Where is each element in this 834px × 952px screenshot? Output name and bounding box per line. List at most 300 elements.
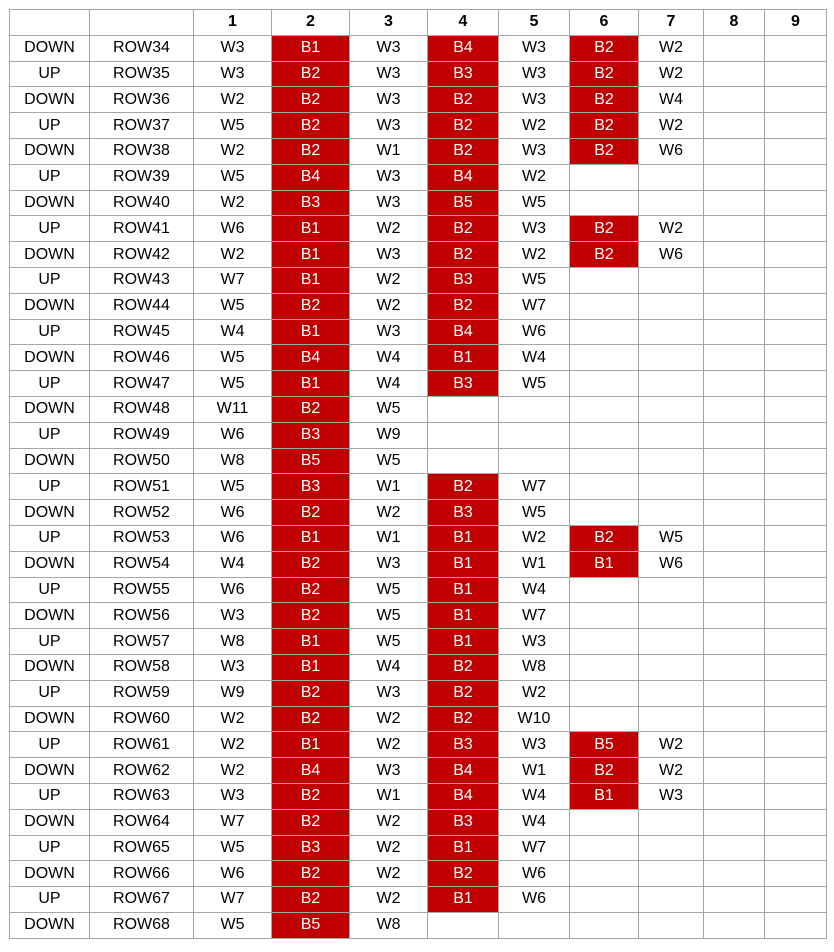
white-stitch-cell: W2 [350,216,428,242]
empty-cell [499,396,570,422]
column-header-7: 7 [639,10,704,36]
empty-cell [570,293,639,319]
empty-cell [704,474,765,500]
table-row [10,654,827,680]
header-blank-cell [90,10,194,36]
black-stitch-cell: B2 [272,577,350,603]
white-stitch-cell: W5 [194,835,272,861]
empty-cell [704,422,765,448]
table-row [10,345,827,371]
direction-cell: UP [10,61,90,87]
empty-cell [704,216,765,242]
empty-cell [570,474,639,500]
empty-cell [765,61,827,87]
direction-cell: DOWN [10,654,90,680]
empty-cell [570,396,639,422]
black-stitch-cell: B2 [272,887,350,913]
direction-cell: DOWN [10,293,90,319]
white-stitch-cell: W3 [499,732,570,758]
empty-cell [639,448,704,474]
empty-cell [428,912,499,938]
empty-cell [765,887,827,913]
white-stitch-cell: W3 [350,680,428,706]
white-stitch-cell: W6 [194,577,272,603]
black-stitch-cell: B1 [272,732,350,758]
white-stitch-cell: W8 [499,654,570,680]
white-stitch-cell: W2 [639,35,704,61]
white-stitch-cell: W2 [350,500,428,526]
black-stitch-cell: B2 [428,242,499,268]
empty-cell [428,422,499,448]
white-stitch-cell: W3 [350,61,428,87]
white-stitch-cell: W3 [194,654,272,680]
column-header-3: 3 [350,10,428,36]
direction-cell: UP [10,732,90,758]
black-stitch-cell: B2 [428,216,499,242]
black-stitch-cell: B5 [272,912,350,938]
table-row [10,396,827,422]
black-stitch-cell: B2 [272,783,350,809]
table-row [10,500,827,526]
empty-cell [765,680,827,706]
white-stitch-cell: W2 [194,732,272,758]
table-row [10,835,827,861]
table-row [10,113,827,139]
white-stitch-cell: W6 [639,551,704,577]
table-row [10,577,827,603]
white-stitch-cell: W7 [499,474,570,500]
row-label-cell: ROW35 [90,61,194,87]
empty-cell [704,861,765,887]
empty-cell [765,525,827,551]
black-stitch-cell: B4 [428,319,499,345]
black-stitch-cell: B2 [570,113,639,139]
empty-cell [765,345,827,371]
table-row [10,61,827,87]
empty-cell [765,216,827,242]
empty-cell [499,422,570,448]
empty-cell [765,164,827,190]
empty-cell [570,835,639,861]
row-label-cell: ROW67 [90,887,194,913]
table-row [10,242,827,268]
empty-cell [570,706,639,732]
white-stitch-cell: W2 [350,835,428,861]
black-stitch-cell: B2 [272,809,350,835]
empty-cell [639,474,704,500]
direction-cell: DOWN [10,345,90,371]
empty-cell [570,680,639,706]
white-stitch-cell: W3 [499,138,570,164]
column-header-6: 6 [570,10,639,36]
row-label-cell: ROW46 [90,345,194,371]
row-label-cell: ROW53 [90,525,194,551]
white-stitch-cell: W4 [350,371,428,397]
empty-cell [428,396,499,422]
empty-cell [704,603,765,629]
column-header-1: 1 [194,10,272,36]
black-stitch-cell: B1 [428,629,499,655]
direction-cell: DOWN [10,500,90,526]
empty-cell [428,448,499,474]
row-label-cell: ROW60 [90,706,194,732]
black-stitch-cell: B2 [570,216,639,242]
row-label-cell: ROW45 [90,319,194,345]
empty-cell [570,422,639,448]
empty-cell [765,474,827,500]
black-stitch-cell: B2 [570,525,639,551]
white-stitch-cell: W5 [194,912,272,938]
empty-cell [639,629,704,655]
black-stitch-cell: B2 [570,758,639,784]
empty-cell [765,190,827,216]
empty-cell [765,448,827,474]
column-header-8: 8 [704,10,765,36]
empty-cell [765,706,827,732]
black-stitch-cell: B2 [272,706,350,732]
row-label-cell: ROW59 [90,680,194,706]
table-row [10,706,827,732]
direction-cell: UP [10,680,90,706]
empty-cell [704,293,765,319]
direction-cell: UP [10,216,90,242]
black-stitch-cell: B4 [428,164,499,190]
empty-cell [704,113,765,139]
empty-cell [765,319,827,345]
row-label-cell: ROW47 [90,371,194,397]
white-stitch-cell: W3 [350,242,428,268]
table-row [10,267,827,293]
white-stitch-cell: W2 [499,164,570,190]
black-stitch-cell: B4 [428,783,499,809]
white-stitch-cell: W2 [499,525,570,551]
empty-cell [765,912,827,938]
empty-cell [704,164,765,190]
white-stitch-cell: W7 [499,603,570,629]
white-stitch-cell: W2 [639,732,704,758]
black-stitch-cell: B2 [570,138,639,164]
empty-cell [704,835,765,861]
black-stitch-cell: B2 [428,87,499,113]
empty-cell [570,190,639,216]
direction-cell: DOWN [10,87,90,113]
black-stitch-cell: B1 [272,629,350,655]
row-label-cell: ROW56 [90,603,194,629]
direction-cell: DOWN [10,912,90,938]
empty-cell [765,758,827,784]
table-row [10,525,827,551]
empty-cell [704,138,765,164]
empty-cell [704,551,765,577]
white-stitch-cell: W9 [350,422,428,448]
black-stitch-cell: B1 [570,783,639,809]
white-stitch-cell: W10 [499,706,570,732]
white-stitch-cell: W2 [639,758,704,784]
empty-cell [570,809,639,835]
direction-cell: UP [10,319,90,345]
white-stitch-cell: W2 [499,113,570,139]
black-stitch-cell: B2 [428,861,499,887]
empty-cell [765,293,827,319]
white-stitch-cell: W5 [499,267,570,293]
white-stitch-cell: W5 [194,371,272,397]
empty-cell [765,35,827,61]
black-stitch-cell: B2 [272,396,350,422]
white-stitch-cell: W6 [194,216,272,242]
empty-cell [639,371,704,397]
white-stitch-cell: W2 [639,113,704,139]
black-stitch-cell: B2 [428,293,499,319]
direction-cell: UP [10,113,90,139]
black-stitch-cell: B4 [272,345,350,371]
direction-cell: DOWN [10,603,90,629]
white-stitch-cell: W1 [499,551,570,577]
empty-cell [704,61,765,87]
black-stitch-cell: B4 [272,164,350,190]
direction-cell: DOWN [10,551,90,577]
white-stitch-cell: W5 [499,500,570,526]
row-label-cell: ROW37 [90,113,194,139]
black-stitch-cell: B3 [428,809,499,835]
row-label-cell: ROW42 [90,242,194,268]
empty-cell [765,783,827,809]
black-stitch-cell: B1 [428,835,499,861]
empty-cell [499,912,570,938]
column-header-2: 2 [272,10,350,36]
black-stitch-cell: B5 [272,448,350,474]
empty-cell [765,371,827,397]
white-stitch-cell: W1 [499,758,570,784]
white-stitch-cell: W6 [499,861,570,887]
table-row [10,732,827,758]
row-label-cell: ROW43 [90,267,194,293]
white-stitch-cell: W3 [350,164,428,190]
black-stitch-cell: B1 [428,345,499,371]
white-stitch-cell: W3 [350,551,428,577]
empty-cell [570,887,639,913]
table-row [10,35,827,61]
white-stitch-cell: W6 [194,422,272,448]
header-row [10,10,827,36]
column-header-4: 4 [428,10,499,36]
row-label-cell: ROW54 [90,551,194,577]
direction-cell: UP [10,887,90,913]
row-label-cell: ROW62 [90,758,194,784]
direction-cell: DOWN [10,190,90,216]
empty-cell [570,500,639,526]
direction-cell: DOWN [10,448,90,474]
empty-cell [704,242,765,268]
black-stitch-cell: B2 [428,654,499,680]
table-row [10,448,827,474]
black-stitch-cell: B4 [428,35,499,61]
empty-cell [570,654,639,680]
column-header-9: 9 [765,10,827,36]
white-stitch-cell: W7 [499,293,570,319]
white-stitch-cell: W6 [639,138,704,164]
empty-cell [639,835,704,861]
row-label-cell: ROW41 [90,216,194,242]
empty-cell [639,887,704,913]
empty-cell [765,577,827,603]
black-stitch-cell: B3 [272,835,350,861]
empty-cell [639,293,704,319]
row-label-cell: ROW40 [90,190,194,216]
black-stitch-cell: B1 [428,525,499,551]
empty-cell [704,448,765,474]
white-stitch-cell: W3 [350,35,428,61]
black-stitch-cell: B1 [272,216,350,242]
black-stitch-cell: B2 [570,242,639,268]
white-stitch-cell: W2 [194,706,272,732]
black-stitch-cell: B2 [272,138,350,164]
row-label-cell: ROW39 [90,164,194,190]
empty-cell [639,706,704,732]
white-stitch-cell: W3 [350,758,428,784]
black-stitch-cell: B1 [570,551,639,577]
white-stitch-cell: W4 [639,87,704,113]
row-label-cell: ROW34 [90,35,194,61]
empty-cell [765,242,827,268]
empty-cell [570,345,639,371]
empty-cell [765,422,827,448]
black-stitch-cell: B2 [570,61,639,87]
empty-cell [765,861,827,887]
empty-cell [704,706,765,732]
empty-cell [704,783,765,809]
white-stitch-cell: W3 [499,61,570,87]
column-header-5: 5 [499,10,570,36]
table-row [10,861,827,887]
white-stitch-cell: W6 [499,319,570,345]
empty-cell [704,500,765,526]
empty-cell [570,861,639,887]
table-row [10,551,827,577]
white-stitch-cell: W1 [350,138,428,164]
black-stitch-cell: B3 [272,190,350,216]
white-stitch-cell: W3 [194,35,272,61]
empty-cell [570,164,639,190]
empty-cell [704,35,765,61]
white-stitch-cell: W5 [499,190,570,216]
white-stitch-cell: W2 [194,138,272,164]
empty-cell [570,319,639,345]
white-stitch-cell: W3 [194,783,272,809]
table-row [10,887,827,913]
pattern-table [9,9,827,939]
table-row [10,680,827,706]
empty-cell [704,319,765,345]
empty-cell [704,345,765,371]
empty-cell [704,190,765,216]
white-stitch-cell: W1 [350,525,428,551]
table-row [10,293,827,319]
empty-cell [499,448,570,474]
table-row [10,87,827,113]
black-stitch-cell: B3 [272,422,350,448]
white-stitch-cell: W5 [350,577,428,603]
empty-cell [570,912,639,938]
empty-cell [765,500,827,526]
white-stitch-cell: W3 [639,783,704,809]
black-stitch-cell: B4 [428,758,499,784]
empty-cell [639,603,704,629]
direction-cell: UP [10,577,90,603]
empty-cell [704,654,765,680]
empty-cell [765,396,827,422]
white-stitch-cell: W4 [350,654,428,680]
direction-cell: UP [10,267,90,293]
direction-cell: DOWN [10,809,90,835]
row-label-cell: ROW65 [90,835,194,861]
empty-cell [639,164,704,190]
empty-cell [639,654,704,680]
row-label-cell: ROW50 [90,448,194,474]
white-stitch-cell: W2 [350,267,428,293]
black-stitch-cell: B2 [428,113,499,139]
black-stitch-cell: B2 [272,500,350,526]
direction-cell: DOWN [10,35,90,61]
black-stitch-cell: B2 [428,474,499,500]
table-row [10,809,827,835]
black-stitch-cell: B3 [428,61,499,87]
empty-cell [639,267,704,293]
white-stitch-cell: W2 [194,87,272,113]
white-stitch-cell: W2 [639,61,704,87]
white-stitch-cell: W2 [194,758,272,784]
row-label-cell: ROW58 [90,654,194,680]
empty-cell [704,732,765,758]
table-row [10,603,827,629]
black-stitch-cell: B2 [272,861,350,887]
white-stitch-cell: W2 [194,242,272,268]
white-stitch-cell: W4 [499,577,570,603]
direction-cell: UP [10,422,90,448]
white-stitch-cell: W9 [194,680,272,706]
white-stitch-cell: W3 [350,87,428,113]
empty-cell [765,267,827,293]
white-stitch-cell: W3 [499,629,570,655]
white-stitch-cell: W5 [350,629,428,655]
empty-cell [570,577,639,603]
empty-cell [704,680,765,706]
table-row [10,758,827,784]
black-stitch-cell: B4 [272,758,350,784]
black-stitch-cell: B1 [272,242,350,268]
white-stitch-cell: W3 [350,190,428,216]
black-stitch-cell: B3 [272,474,350,500]
white-stitch-cell: W2 [350,861,428,887]
table-row [10,474,827,500]
white-stitch-cell: W7 [194,809,272,835]
white-stitch-cell: W5 [194,474,272,500]
row-label-cell: ROW64 [90,809,194,835]
white-stitch-cell: W1 [350,783,428,809]
empty-cell [704,887,765,913]
black-stitch-cell: B2 [272,113,350,139]
white-stitch-cell: W8 [194,448,272,474]
white-stitch-cell: W4 [499,783,570,809]
direction-cell: UP [10,371,90,397]
white-stitch-cell: W3 [194,61,272,87]
empty-cell [639,319,704,345]
empty-cell [765,138,827,164]
empty-cell [765,551,827,577]
table-row [10,422,827,448]
white-stitch-cell: W2 [350,809,428,835]
empty-cell [765,113,827,139]
white-stitch-cell: W3 [499,35,570,61]
